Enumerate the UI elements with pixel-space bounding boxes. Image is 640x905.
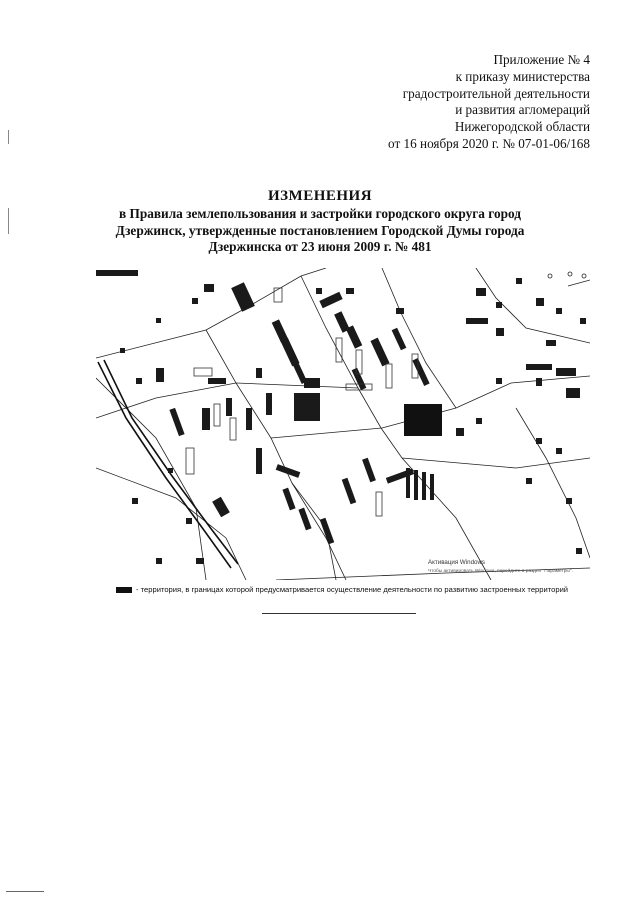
appendix-line-date: от 16 ноября 2020 г. № 07-01-06/168 bbox=[388, 135, 590, 151]
document-subtitle-line-3: Дзержинска от 23 июня 2009 г. № 481 bbox=[208, 239, 432, 255]
document-subtitle-line-1: в Правила землепользования и застройки городского округа город bbox=[118, 206, 522, 221]
watermark-line-1: Активация Windows bbox=[428, 559, 486, 566]
legend-swatch bbox=[116, 587, 132, 593]
appendix-line-number: Приложение № 4 bbox=[493, 52, 590, 67]
footer-mark bbox=[6, 891, 44, 892]
appendix-line-agglomeration: и развития агломераций bbox=[455, 102, 590, 118]
document-subtitle-line-2: Дзержинск, утвержденные постановлением Городской Думы города bbox=[115, 222, 525, 238]
margin-mark bbox=[8, 130, 9, 144]
legend-text: - территория, в границах которой предусматривается осуществление деятельности по развитию застроенных территорий bbox=[136, 585, 569, 594]
map-legend bbox=[116, 585, 568, 594]
site-map bbox=[96, 268, 590, 580]
appendix-line-ministry: градостроительной деятельности bbox=[402, 85, 590, 101]
document-title: ИЗМЕНЕНИЯ bbox=[267, 188, 373, 204]
section-divider bbox=[262, 613, 416, 614]
margin-mark bbox=[8, 208, 9, 234]
site-map-drawing bbox=[96, 268, 590, 580]
watermark-line-2: Чтобы активировать Windows, перейдите в раздел "Параметры". bbox=[428, 569, 573, 574]
document-heading bbox=[0, 187, 640, 256]
appendix-line-region: Нижегородской области bbox=[454, 119, 590, 135]
appendix-header bbox=[290, 52, 590, 153]
appendix-line-order: к приказу министерства bbox=[455, 68, 590, 84]
